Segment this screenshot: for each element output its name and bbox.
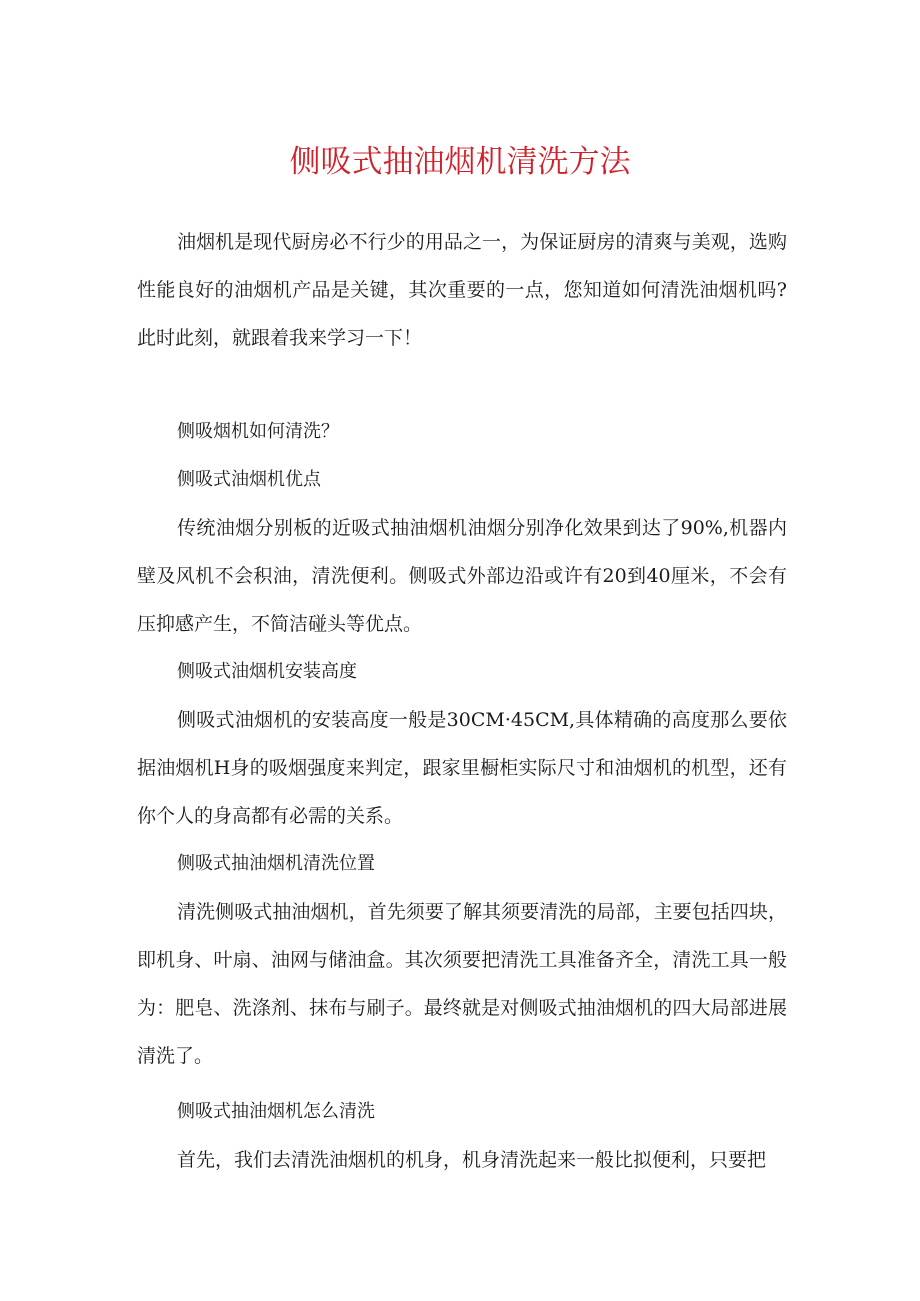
section-body-clean-position: 清洗侧吸式抽油烟机，首先须要了解其须要清洗的局部，主要包括四块，即机身、叶扇、油网与储油盒。其次须要把清洗工具准备齐全，清洗工具一般为：肥皂、洗涤剂、抹布与刷子。最终就是对侧吸式抽油烟机的四大局部进展清洗了。 <box>137 901 787 1067</box>
document-body <box>137 218 787 1184</box>
section-heading-clean-position: 侧吸式抽油烟机清洗位置 <box>177 853 375 874</box>
intro-paragraph: 油烟机是现代厨房必不行少的用品之一，为保证厨房的清爽与美观，选购性能良好的油烟机产品是关键，其次重要的一点，您知道如何清洗油烟机吗?此时此刻，就跟着我来学习一下！ <box>137 231 787 349</box>
section-heading-how-to-clean: 侧吸烟机如何清洗？ <box>177 421 339 442</box>
section-body-install-height: 侧吸式油烟机的安装高度一般是30CM·45CM,具体精确的高度那么要依据油烟机H身的吸烟强度来判定，跟家里橱柜实际尺寸和油烟机的机型，还有你个人的身高都有必需的关系。 <box>137 709 787 827</box>
section-heading-install-height: 侧吸式油烟机安装高度 <box>177 661 357 682</box>
section-body-advantages: 传统油烟分别板的近吸式抽油烟机油烟分别净化效果到达了90%,机器内壁及风机不会积油，清洗便利。侧吸式外部边沿或许有20到40厘米，不会有压抑感产生，不简洁碰头等优点。 <box>137 517 787 635</box>
section-heading-how-clean: 侧吸式抽油烟机怎么清洗 <box>177 1101 375 1122</box>
spacer <box>137 1080 787 1088</box>
document-title: 侧吸式抽油烟机清洗方法 <box>289 144 631 180</box>
section-body-how-clean: 首先，我们去清洗油烟机的机身，机身清洗起来一般比拟便利，只要把 <box>177 1149 767 1171</box>
spacer <box>137 362 787 408</box>
section-heading-advantages: 侧吸式油烟机优点 <box>177 469 321 490</box>
